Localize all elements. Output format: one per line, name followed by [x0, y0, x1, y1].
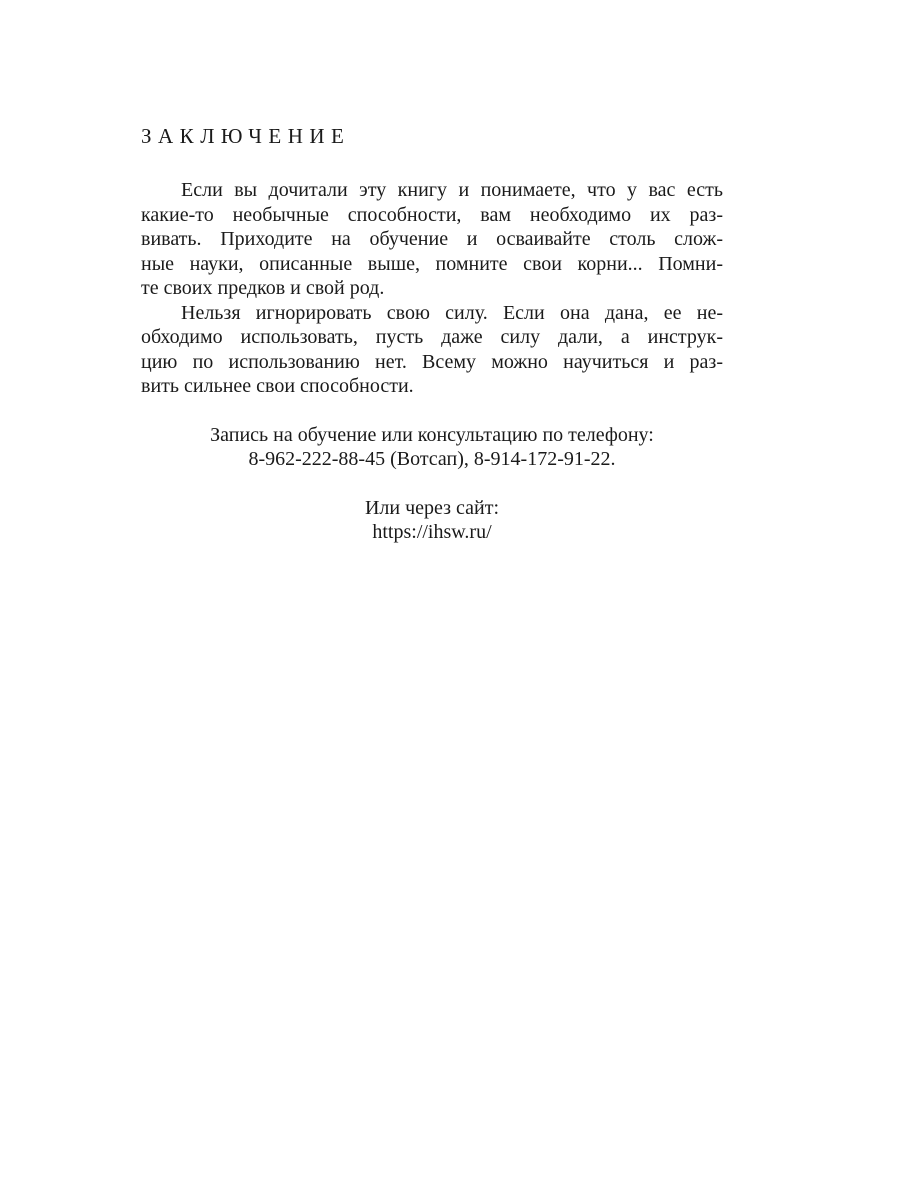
text-line: ные науки, описанные выше, помните свои корни... Помни- [141, 252, 723, 275]
contact-label: Запись на обучение или консультацию по телефону: [210, 423, 654, 446]
chapter-heading: ЗАКЛЮЧЕНИЕ [141, 124, 351, 148]
website-label: Или через сайт: [364, 496, 500, 519]
text-line: Если вы дочитали эту книгу и понимаете, что у вас есть [181, 179, 723, 201]
text-line: те своих предков и свой род. [141, 277, 385, 299]
text-line: Нельзя игнорировать свою силу. Если она дана, ее не- [181, 301, 723, 324]
text-line: вивать. Приходите на обучение и осваивайте столь слож- [141, 228, 723, 250]
text-line: цию по использованию нет. Всему можно научиться и раз- [141, 350, 723, 373]
text-line: обходимо использовать, пусть даже силу дали, а инструк- [141, 326, 723, 348]
page-content [141, 120, 723, 545]
contact-block [141, 423, 723, 472]
text-line: вить сильнее свои способности. [141, 375, 414, 397]
paragraph-1 [141, 178, 723, 301]
paragraph-2 [141, 301, 723, 399]
phone-numbers: 8-962-222-88-45 (Вотсап), 8-914-172-91-22. [248, 448, 616, 470]
text-line: какие-то необычные способности, вам необходимо их раз- [141, 203, 723, 226]
website-block [141, 496, 723, 545]
website-url: https://ihsw.ru/ [372, 521, 492, 543]
